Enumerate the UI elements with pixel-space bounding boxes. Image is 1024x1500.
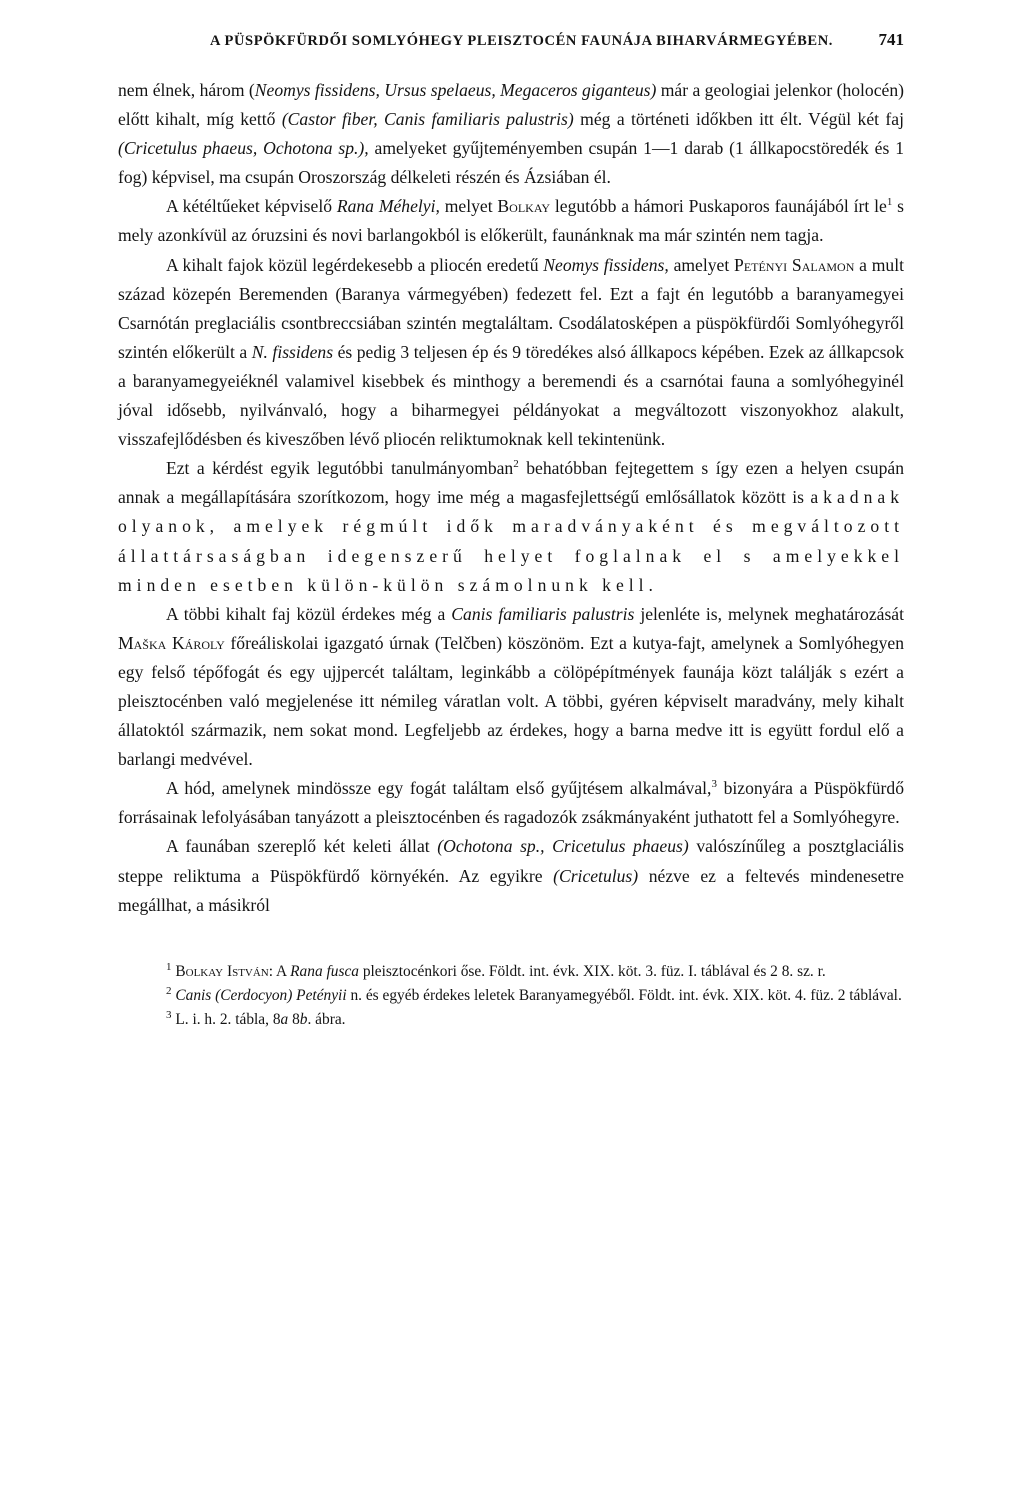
text-run: valószínűleg a posztglaciális steppe reliktuma a Püspökfürdő környékén. Az egyikre (118, 836, 905, 886)
paragraph-6 (118, 774, 904, 832)
text-run: . ábra. (307, 1010, 346, 1028)
paragraph-1 (118, 76, 904, 192)
species-names: (Cricetulus phaeus, Ochotona sp.), (118, 138, 369, 159)
footnote-ref: 2 (513, 458, 519, 471)
paragraph-5 (118, 600, 904, 775)
paragraph-3 (118, 251, 904, 455)
text-run: nézve ez a feltevés mindenesetre megállhat, a másikról (118, 865, 904, 915)
text-run: és egyéb érdekes leletek Baranyamegyéből. Földt. int. évk. XIX. köt. 4. füz. 2 táblával. (362, 986, 902, 1004)
footnote-ref: 3 (711, 778, 717, 791)
species-name: Rana fusca (290, 962, 359, 980)
species-name: Rana Méhelyi, (336, 196, 440, 217)
author-name: Bolkay (497, 196, 551, 217)
text-run: A faunában szereplő két keleti állat (166, 836, 438, 857)
author-name: Maška Károly (118, 632, 225, 653)
text-run: A kétéltűeket képviselő (166, 196, 337, 217)
text-run: n. (346, 986, 362, 1004)
figure-letter: a (280, 1010, 289, 1028)
text-run: legutóbb a hámori Puskaporos faunájából írt le (550, 196, 887, 217)
running-head: A PÜSPÖKFÜRDŐI SOMLYÓHEGY PLEISZTOCÉN FAUNÁJA BIHARVÁRMEGYÉBEN. (210, 33, 834, 49)
footnote-3 (118, 1008, 904, 1032)
author-name: Bolkay István (175, 962, 269, 980)
text-run: : A (268, 962, 291, 980)
footnote-2 (118, 984, 904, 1008)
text-run: és pedig 3 teljesen ép és 9 töredékes alsó állkapocs képében. Ezek az állkapcsok a baranyamegyeiéknél valamivel kisebbek és minthogy a beremendi és a csarnótai fauna a somlyóhegyinél jóval idősebb, nyilvánvaló, hogy a biharmegyei példányokat a megváltozott viszonyokhoz alakult, visszafejlődésben és kiveszőben lévő pliocén reliktumoknak kell tekintenünk. (118, 341, 905, 450)
text-run: jelenléte is, melynek meghatározását (634, 603, 904, 624)
species-name: Canis (Cerdocyon) Petényii (175, 986, 347, 1004)
page-number: 741 (878, 30, 904, 49)
footnote-number: 1 (166, 960, 172, 973)
text-run: már a geologiai jelenkor (holocén) előtt kihalt, míg kettő (118, 80, 905, 130)
paragraph-4 (118, 454, 904, 599)
species-names: (Ochotona sp., Cricetulus phaeus) (437, 836, 689, 857)
author-name: Petényi Salamon (734, 254, 855, 275)
species-name: Canis familiaris palustris (451, 603, 635, 624)
footnote-ref: 1 (886, 196, 893, 209)
text-run: még a történeti időkben itt élt. Végül két faj (573, 109, 904, 130)
text-run: Ezt a kérdést egyik legutóbbi tanulmányomban (166, 458, 514, 479)
text-run: A hód, amelynek mindössze egy fogát találtam első gyűjtésem alkalmával, (166, 778, 712, 799)
text-run: bizonyára a Püspökfürdő forrásainak lefolyásában tanyázott a pleisztocénben és ragadozók zsákmányaként juthatott fel a Somlyóhegyre. (118, 778, 904, 828)
footnote-number: 3 (166, 1008, 172, 1021)
text-run: A többi kihalt faj közül érdekes még a (166, 603, 452, 624)
text-run: a mult század közepén Beremenden (Baranya vármegyében) fedezett fel. Ezt a fajt én legutóbb a baranyamegyei Csarnótán preglaciális csontbreccsiában szintén megtaláltam. Csodálatosképen a püspökfürdői Somlyóhegyről szintén előkerült a (118, 254, 905, 362)
text-run: A kihalt fajok közül legérdekesebb a pliocén eredetű (166, 254, 544, 275)
footnote-number: 2 (166, 984, 172, 997)
page-header (118, 30, 904, 50)
species-name: (Cricetulus) (553, 865, 639, 886)
species-name: Neomys fissidens, (543, 254, 669, 275)
text-run: 8 (288, 1010, 300, 1028)
species-names: Neomys fissidens, Ursus spelaeus, Megaceros giganteus) (254, 80, 657, 100)
species-names: (Castor fiber, Canis familiaris palustris) (281, 109, 574, 130)
species-name: N. fissidens (251, 341, 334, 362)
text-run: amelyet (668, 254, 735, 275)
text-run: s mely azonkívül az óruzsini és novi barlangokból is előkerült, faunánknak ma már szintén nem tagja. (118, 196, 904, 246)
text-run: pleisztocénkori őse. Földt. int. évk. XIX. köt. 3. füz. I. táblával és 2 8. sz. r. (358, 962, 826, 980)
paragraph-2 (118, 192, 904, 250)
text-run: amelyeket gyűjteményemben csupán 1—1 darab (1 állkapocstöredék és 1 fog) képvisel, ma csupán Oroszország délkeleti részén és Ázsiában él. (118, 138, 904, 188)
text-run: főreáliskolai igazgató úrnak (Telčben) köszönöm. Ezt a kutya-fajt, amelynek a Somlyóhegyen egy felső tépőfogát és egy ujjpercét találtam, leginkább a cölöpépítmények faunája közt találják s ezért a pleisztocénben való megjelenése itt némileg váratlan volt. A többi, gyéren képviselt maradvány, mely kihalt állatoktól származik, nem sokat mond. Legfeljebb az érdekes, hogy a barna medve itt is együtt fordul elő a barlangi medvével. (118, 632, 904, 770)
figure-letter: b (299, 1010, 308, 1028)
text-run: L. i. h. 2. tábla, 8 (175, 1010, 281, 1028)
text-run: melyet (439, 196, 498, 217)
footnotes (118, 960, 904, 1032)
paragraph-7 (118, 832, 904, 919)
text-run: behatóbban fejtegettem s így ezen a helyen csupán annak a megállapítására szorítkozom, hogy ime még a magasfejlettségű emlősállatok között is (118, 458, 904, 508)
footnote-1 (118, 960, 904, 984)
body-text (118, 76, 904, 920)
emphasized-text: akadnak olyanok, amelyek régmúlt idők maradványaként és megváltozott állattársaságban idegenszerű helyet foglalnak el s amelyekkel minden esetben külön-külön számolnunk kell. (118, 487, 904, 595)
text-run: nem élnek, három ( (118, 80, 255, 100)
